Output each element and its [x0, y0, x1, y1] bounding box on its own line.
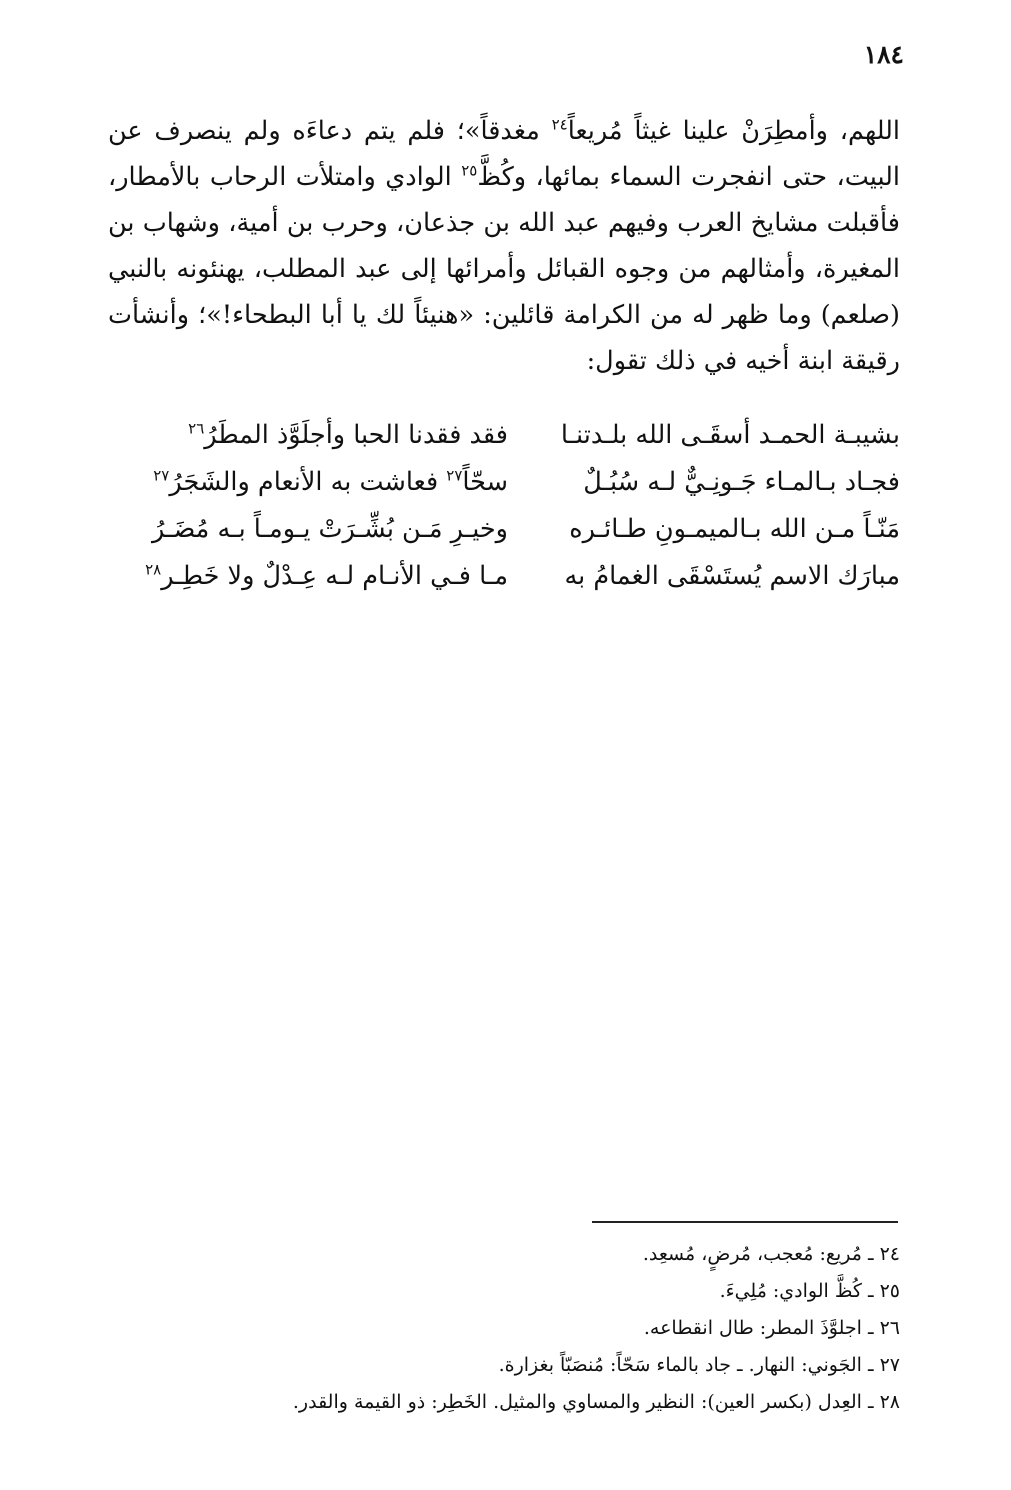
footnote-27: ٢٧ ـ الجَوني: النهار. ـ جاد بالماء سَحّاً: مُنصَبّاً بغزارة.	[498, 1354, 900, 1376]
paragraph-text: الوادي وامتلأت الرحاب بالأمطار، فأقبلت مشايخ العرب وفيهم عبد الله بن جذعان، وحرب بن أمية، وشهاب بن المغيرة، وأمثالهم من وجوه القبائل وأمرائها إلى عبد المطلب، يهنئونه بالنبي (صلعم) وما ظهر له من الكرامة قائلين: «هنيئاً لك يا أبا البطحاء!»؛ وأنشأت رقيقة ابنة أخيه في ذلك تقول:	[108, 162, 900, 376]
footnote-marker-26[interactable]: ٢٦	[188, 419, 205, 438]
hemistich-text: فعاشت به الأنعام والشَجَرُ	[169, 467, 447, 497]
footnote-marker-27[interactable]: ٢٧	[446, 466, 463, 485]
paragraph-text: مغدقاً»؛ فلم يتم دعاءَه ولم ينصرف عن البيت، حتى انفجرت السماء بمائها، وكُظَّ	[108, 116, 900, 192]
footnote-marker-27[interactable]: ٢٧	[153, 466, 170, 485]
hemistich-text: وخيـرِ مَـن بُشِّـرَتْ يـومـاً بـه مُضَـرُ	[152, 514, 508, 544]
footnote-marker-28[interactable]: ٢٨	[145, 560, 162, 579]
verse-first-hemistich: مبارَك الاسم يُستَسْقَى الغمامُ به	[564, 561, 900, 591]
verse-first-hemistich: فجـاد بـالمـاء جَـونِـيٌّ لـه سُبُـلٌ	[583, 467, 900, 497]
hemistich-text: مـا فـي الأنـام لـه عِـدْلٌ ولا خَطِـر	[161, 561, 508, 591]
verse-second-hemistich	[108, 506, 508, 553]
verse-second-hemistich	[108, 553, 508, 600]
poem-verse	[108, 459, 900, 506]
hemistich-text: فقد فقدنا الحبا وأجلَوَّذ المطَرُ	[204, 420, 508, 450]
verse-first-hemistich: بشيبـة الحمـد أسقَـى الله بلـدتنـا	[560, 420, 900, 450]
footnote-24: ٢٤ ـ مُريع: مُعجب، مُرضٍ، مُسعِد.	[642, 1243, 900, 1265]
page-number: ١٨٤	[863, 40, 904, 69]
footnote-separator	[592, 1221, 898, 1223]
footnote-26: ٢٦ ـ اجلوَّذَ المطر: طال انقطاعه.	[643, 1317, 900, 1339]
footnote-marker-24[interactable]: ٢٤	[551, 115, 568, 134]
verse-second-hemistich	[108, 412, 508, 459]
poem-verse	[108, 412, 900, 459]
paragraph-text: اللهم، وأمطِرَنْ علينا غيثاً مُريعاً	[567, 116, 901, 146]
poem-verse	[108, 553, 900, 600]
verse-second-hemistich	[108, 459, 508, 506]
poem	[108, 412, 900, 600]
body-paragraph	[108, 108, 900, 384]
footnote-marker-25[interactable]: ٢٥	[461, 161, 478, 180]
footnote-25: ٢٥ ـ كُظَّ الوادي: مُلِيءَ.	[719, 1280, 900, 1302]
footnote-28: ٢٨ ـ العِدل (بكسر العين): النظير والمساوي والمثيل. الخَطِر: ذو القيمة والقدر.	[292, 1391, 900, 1413]
footnotes	[200, 1236, 900, 1421]
poem-verse	[108, 506, 900, 553]
hemistich-text: سحّاً	[462, 467, 508, 497]
verse-first-hemistich: مَنّـاً مـن الله بـالميمـونِ طـائـره	[569, 514, 900, 544]
